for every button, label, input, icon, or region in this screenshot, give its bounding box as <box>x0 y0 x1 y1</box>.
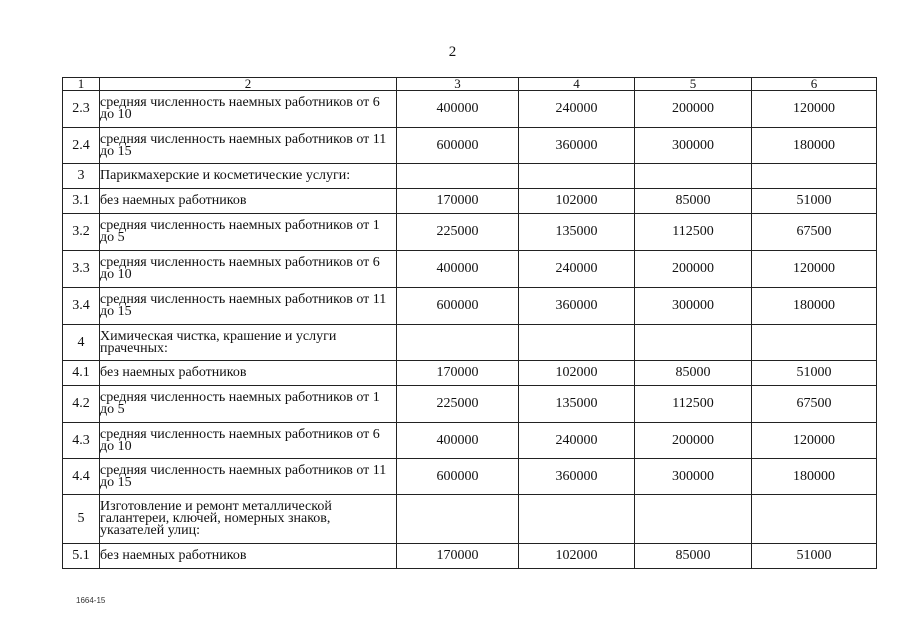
value-cell: 85000 <box>635 361 752 386</box>
value-cell: 400000 <box>397 91 519 128</box>
value-cell: 112500 <box>635 214 752 251</box>
value-cell <box>752 495 877 544</box>
value-cell: 112500 <box>635 386 752 423</box>
row-description: без наемных работников <box>100 361 397 386</box>
row-number: 3.4 <box>63 288 100 325</box>
value-cell: 360000 <box>519 288 635 325</box>
value-cell: 85000 <box>635 189 752 214</box>
column-header: 3 <box>397 78 519 91</box>
value-cell <box>635 325 752 361</box>
row-description: средняя численность наемных работников от 6 до 10 <box>100 91 397 128</box>
row-description: средняя численность наемных работников от 6 до 10 <box>100 251 397 288</box>
row-number: 3.1 <box>63 189 100 214</box>
value-cell: 67500 <box>752 386 877 423</box>
row-number: 2.4 <box>63 128 100 164</box>
table-row <box>63 386 877 423</box>
row-description: средняя численность наемных работников от 11 до 15 <box>100 128 397 164</box>
value-cell <box>635 495 752 544</box>
value-cell: 120000 <box>752 91 877 128</box>
value-cell: 120000 <box>752 423 877 459</box>
value-cell: 180000 <box>752 459 877 495</box>
value-cell: 51000 <box>752 361 877 386</box>
row-number: 4.3 <box>63 423 100 459</box>
column-header: 2 <box>100 78 397 91</box>
row-number: 5.1 <box>63 544 100 569</box>
row-description: без наемных работников <box>100 544 397 569</box>
value-cell: 170000 <box>397 189 519 214</box>
table-row <box>63 361 877 386</box>
table-row <box>63 544 877 569</box>
value-cell: 200000 <box>635 91 752 128</box>
value-cell <box>752 164 877 189</box>
table-row <box>63 251 877 288</box>
value-cell <box>397 495 519 544</box>
value-cell <box>519 325 635 361</box>
table-row <box>63 214 877 251</box>
row-description: Парикмахерские и косметические услуги: <box>100 164 397 189</box>
value-cell: 300000 <box>635 128 752 164</box>
value-cell: 170000 <box>397 361 519 386</box>
value-cell: 200000 <box>635 423 752 459</box>
column-header: 4 <box>519 78 635 91</box>
table-row <box>63 128 877 164</box>
page-number: 2 <box>448 44 457 60</box>
row-description: без наемных работников <box>100 189 397 214</box>
row-number: 4.2 <box>63 386 100 423</box>
value-cell: 300000 <box>635 288 752 325</box>
table-row <box>63 325 877 361</box>
row-description: средняя численность наемных работников от 1 до 5 <box>100 386 397 423</box>
value-cell: 67500 <box>752 214 877 251</box>
value-cell: 600000 <box>397 128 519 164</box>
value-cell: 51000 <box>752 544 877 569</box>
value-cell: 225000 <box>397 386 519 423</box>
value-cell: 180000 <box>752 288 877 325</box>
value-cell: 240000 <box>519 91 635 128</box>
value-cell: 51000 <box>752 189 877 214</box>
value-cell <box>397 325 519 361</box>
value-cell: 135000 <box>519 386 635 423</box>
row-description: средняя численность наемных работников от 6 до 10 <box>100 423 397 459</box>
row-number: 3 <box>63 164 100 189</box>
value-cell: 225000 <box>397 214 519 251</box>
value-cell: 200000 <box>635 251 752 288</box>
value-cell: 240000 <box>519 251 635 288</box>
row-description: средняя численность наемных работников от 1 до 5 <box>100 214 397 251</box>
value-cell: 102000 <box>519 361 635 386</box>
table-header-row <box>63 78 877 91</box>
value-cell: 300000 <box>635 459 752 495</box>
row-description: средняя численность наемных работников от 11 до 15 <box>100 459 397 495</box>
row-number: 4 <box>63 325 100 361</box>
value-cell: 102000 <box>519 544 635 569</box>
column-header: 1 <box>63 78 100 91</box>
table-row <box>63 495 877 544</box>
value-cell: 180000 <box>752 128 877 164</box>
column-header: 5 <box>635 78 752 91</box>
value-cell: 135000 <box>519 214 635 251</box>
row-number: 4.1 <box>63 361 100 386</box>
table-row <box>63 164 877 189</box>
table-row <box>63 189 877 214</box>
value-cell <box>397 164 519 189</box>
row-number: 4.4 <box>63 459 100 495</box>
value-cell: 600000 <box>397 288 519 325</box>
row-description: Изготовление и ремонт металлической галантереи, ключей, номерных знаков, указателей улиц: <box>100 495 397 544</box>
value-cell <box>519 495 635 544</box>
row-description: средняя численность наемных работников от 11 до 15 <box>100 288 397 325</box>
value-cell: 120000 <box>752 251 877 288</box>
row-number: 3.2 <box>63 214 100 251</box>
value-cell: 102000 <box>519 189 635 214</box>
value-cell: 170000 <box>397 544 519 569</box>
value-cell <box>752 325 877 361</box>
row-description: Химическая чистка, крашение и услуги прачечных: <box>100 325 397 361</box>
value-cell: 360000 <box>519 459 635 495</box>
rates-table <box>62 77 877 569</box>
value-cell: 360000 <box>519 128 635 164</box>
table-row <box>63 459 877 495</box>
value-cell <box>635 164 752 189</box>
value-cell: 400000 <box>397 423 519 459</box>
value-cell: 240000 <box>519 423 635 459</box>
table-row <box>63 288 877 325</box>
value-cell <box>519 164 635 189</box>
row-number: 3.3 <box>63 251 100 288</box>
value-cell: 400000 <box>397 251 519 288</box>
table-row <box>63 423 877 459</box>
value-cell: 85000 <box>635 544 752 569</box>
value-cell: 600000 <box>397 459 519 495</box>
row-number: 5 <box>63 495 100 544</box>
row-number: 2.3 <box>63 91 100 128</box>
table-row <box>63 91 877 128</box>
document-code: 1664-15 <box>76 596 106 605</box>
column-header: 6 <box>752 78 877 91</box>
